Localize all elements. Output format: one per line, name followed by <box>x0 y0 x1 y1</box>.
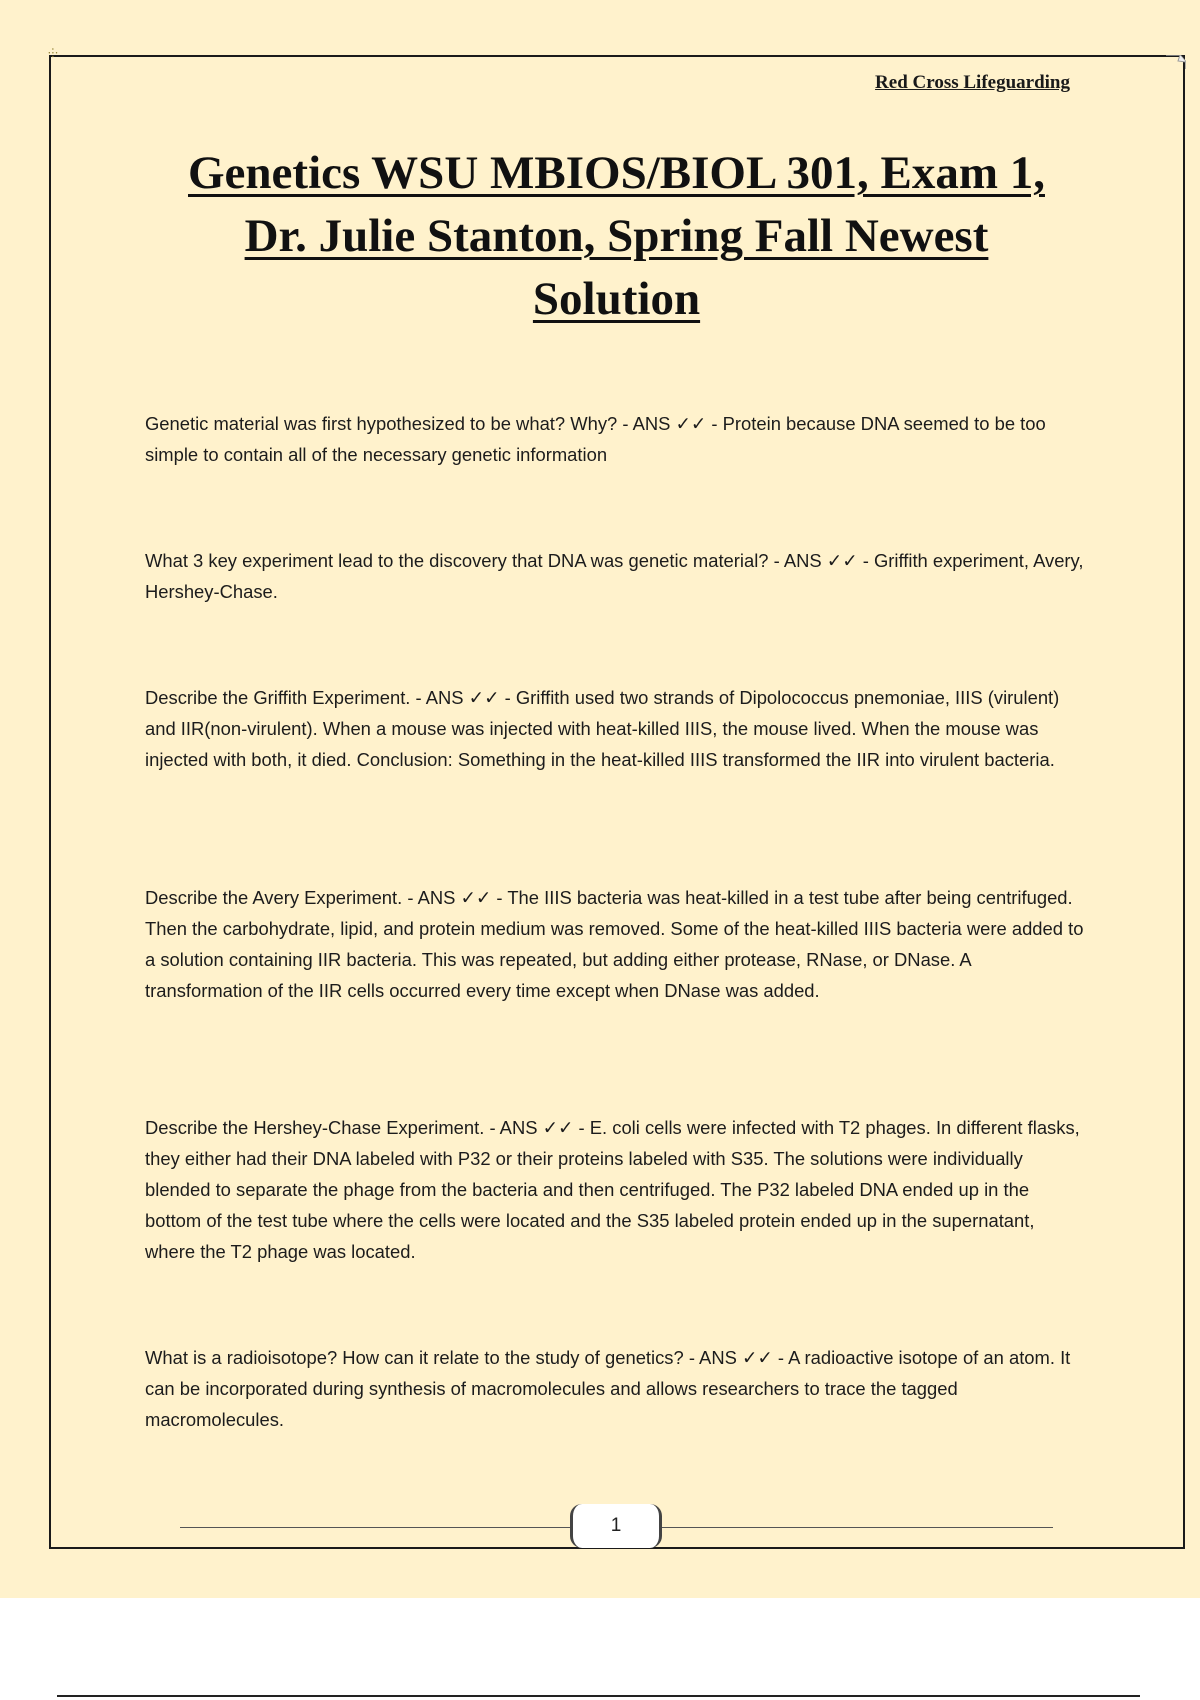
qa-item-2: What 3 key experiment lead to the discovery that DNA was genetic material? - ANS ✓✓ - Griffith experiment, Avery, Hershey-Chase. <box>145 550 1084 602</box>
title-line-1: Genetics WSU MBIOS/BIOL 301, Exam 1, <box>188 147 1045 199</box>
page-curl-icon <box>1166 55 1186 69</box>
title-line-2: Dr. Julie Stanton, Spring Fall Newest <box>244 210 989 262</box>
qa-item-3: Describe the Griffith Experiment. - ANS ✓✓ - Griffith used two strands of Dipolococcus pnemoniae, IIIS (virulent) and IIR(non-virulent). When a mouse was injected with heat-killed IIIS, the mouse lived. When the mouse was injected with both, it died. Conclusion: Something in the heat-killed IIIS transformed the IIR into virulent bacteria. <box>145 687 1060 770</box>
qa-item-5: Describe the Hershey-Chase Experiment. - ANS ✓✓ - E. coli cells were infected with T2 phages. In different flasks, they either had their DNA labeled with P32 or their proteins labeled with S35. The solutions were individually blended to separate the phage from the bacteria and then centrifuged. The P32 labeled DNA ended up in the bottom of the test tube where the cells were located and the S35 labeled protein ended up in the supernatant, where the T2 phage was located. <box>145 1117 1080 1262</box>
footer-rule-left <box>180 1527 572 1528</box>
qa-item-6: What is a radioisotope? How can it relate to the study of genetics? - ANS ✓✓ - A radioactive isotope of an atom. It can be incorporated during synthesis of macromolecules and allows researchers to trace the tagged macromolecules. <box>145 1347 1071 1430</box>
page-number: 1 <box>570 1504 662 1548</box>
qa-item-4: Describe the Avery Experiment. - ANS ✓✓ - The IIIS bacteria was heat-killed in a test tube after being centrifuged. Then the carbohydrate, lipid, and protein medium was removed. Some of the heat-killed IIIS bacteria were added to a solution containing IIR bacteria. This was repeated, but adding either protease, RNase, or DNase. A transformation of the IIR cells occurred every time except when DNase was added. <box>145 887 1084 1001</box>
qa-item-1: Genetic material was first hypothesized to be what? Why? - ANS ✓✓ - Protein because DNA seemed to be too simple to contain all of the necessary genetic information <box>145 413 1046 465</box>
title-line-3: Solution <box>532 273 701 325</box>
anchor-icon: ⸭ <box>48 46 58 60</box>
header-note: Red Cross Lifeguarding <box>875 72 1070 93</box>
footer-rule-right <box>660 1527 1053 1528</box>
next-page-rule <box>57 1695 1140 1697</box>
document-title <box>130 142 1103 331</box>
